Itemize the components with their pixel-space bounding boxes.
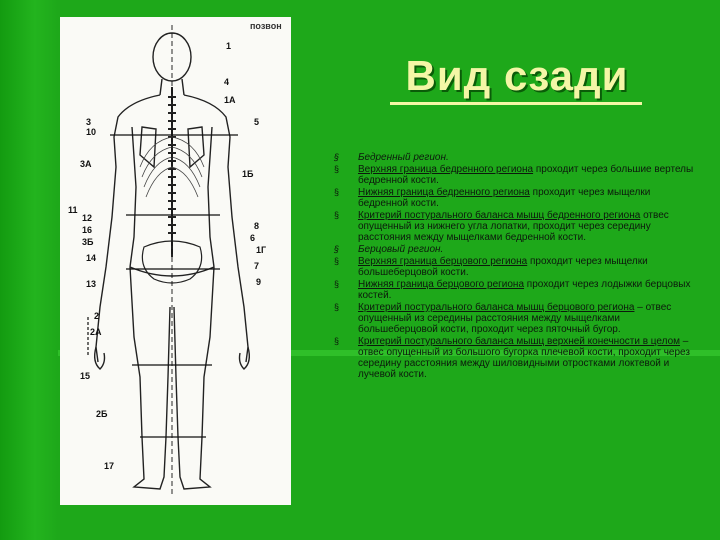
region-heading-item [334, 244, 694, 255]
figure-label: 2Б [96, 409, 108, 419]
bullet-text: – отвес опущенный из середины расстояния между мыщелками большеберцовой кости, проходит через пяточный бугор. [358, 302, 672, 335]
bullet-marker: § [334, 279, 340, 289]
bullet-marker: § [334, 256, 340, 266]
bullet-item [334, 256, 694, 278]
region-heading-text: Бедренный регион. [358, 152, 449, 163]
figure-label: 8 [254, 221, 260, 231]
bullet-list [334, 152, 694, 381]
human-back-view-illustration [60, 17, 291, 505]
bullet-text: проходит через лодыжки берцовых костей. [358, 279, 691, 301]
bullet-item [334, 279, 694, 301]
bullet-term: Верхняя граница берцового региона [358, 256, 528, 267]
bullet-term: Верхняя граница бедренного региона [358, 164, 534, 175]
bullet-term: Критерий постурального баланса мышц берцового региона [358, 302, 635, 313]
figure-label: 3Б [82, 237, 94, 247]
left-decor-stripe [0, 0, 58, 540]
bullet-marker: § [334, 152, 340, 162]
region-heading-item [334, 152, 694, 163]
bullet-text: проходит через большие вертелы бедренной кости. [358, 164, 694, 186]
bullet-marker: § [334, 164, 340, 174]
figure-label: 1Г [256, 245, 267, 255]
bullet-marker: § [334, 244, 340, 254]
figure-label: 17 [104, 461, 115, 471]
bullet-marker: § [334, 187, 340, 197]
anatomy-figure-panel [60, 17, 291, 505]
figure-label: 2А [90, 327, 102, 337]
figure-label: 14 [86, 253, 97, 263]
figure-label: 13 [86, 279, 97, 289]
bullet-text: отвес опущенный из нижнего угла лопатки, проходит через середину расстояния между мыщелками бедренной кости. [358, 210, 669, 243]
bullet-item [334, 164, 694, 186]
figure-label: 3А [80, 159, 92, 169]
bullet-marker: § [334, 336, 340, 346]
figure-label: 1А [224, 95, 236, 105]
bullet-item [334, 302, 694, 335]
bullet-item [334, 336, 694, 380]
figure-label: 11 [68, 205, 78, 215]
figure-label: 7 [254, 261, 260, 271]
bullet-term: Нижняя граница берцового региона [358, 279, 525, 290]
figure-label: 2 [94, 311, 100, 321]
title-underline [390, 102, 642, 105]
bullet-item [334, 210, 694, 243]
figure-label: 6 [250, 233, 256, 243]
slide-title: Вид сзади [405, 52, 629, 99]
bullet-text: – отвес опущенный из большого бугорка плечевой кости, проходит через середину расстояния между шиловидными отростками локтевой и лучевой кости. [358, 336, 690, 380]
figure-label: 10 [86, 127, 97, 137]
figure-label: 15 [80, 371, 91, 381]
figure-label: 4 [224, 77, 230, 87]
bullet-item [334, 187, 694, 209]
figure-label: 16 [82, 225, 93, 235]
figure-label: 12 [82, 213, 93, 223]
figure-label: 3 [86, 117, 92, 127]
bullet-marker: § [334, 210, 340, 220]
bullet-text: проходит через мыщелки бедренной кости. [358, 187, 651, 209]
bullet-marker: § [334, 302, 340, 312]
bullet-term: Критерий постурального баланса мышц верхней конечности в целом [358, 336, 681, 347]
figure-label: 5 [254, 117, 260, 127]
figure-label: 1Б [242, 169, 254, 179]
bullet-text: проходит через мыщелки большеберцовой кости. [358, 256, 648, 278]
figure-label: 9 [256, 277, 262, 287]
figure-header-text: позвон [250, 21, 282, 31]
region-heading-text: Берцовый регион. [358, 244, 444, 255]
bullet-term: Нижняя граница бедренного региона [358, 187, 530, 198]
reference-lines [88, 25, 238, 495]
bullet-term: Критерий постурального баланса мышц бедренного региона [358, 210, 641, 221]
figure-label: 1 [226, 41, 232, 51]
